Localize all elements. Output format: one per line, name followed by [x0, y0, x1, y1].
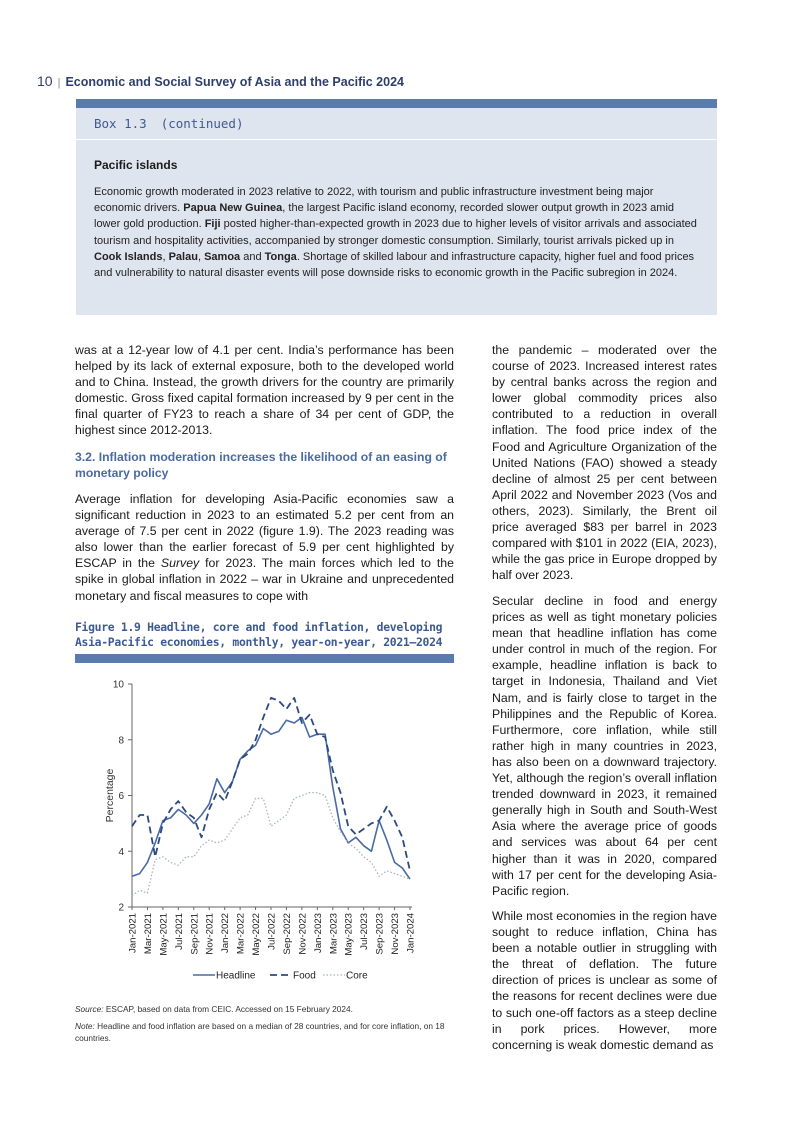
series-line-food — [132, 698, 410, 871]
x-tick-label: Jul-2023 — [359, 913, 371, 950]
x-tick-label: Jan-2024 — [405, 913, 417, 954]
box-country-name: Fiji — [204, 218, 221, 231]
x-tick-label: Jan-2022 — [220, 913, 232, 954]
box-text-run: , — [162, 250, 169, 263]
y-tick-label: 2 — [118, 902, 124, 914]
x-tick-label: Nov-2021 — [204, 913, 216, 955]
y-tick-label: 6 — [118, 791, 124, 802]
y-tick-label: 8 — [118, 735, 124, 747]
box-country-name: Papua New Guinea — [183, 202, 283, 215]
x-tick-label: Mar-2023 — [328, 913, 340, 955]
x-tick-label: May-2021 — [158, 913, 170, 956]
right-paragraph-3: While most economies in the region have sought to reduce inflation, China has been a notable outlier in struggling with the threat of deflation. The future direction of prices is unclear as some of the reasons for recent declines were due to such one-off factors as a steep decline in pork prices. However, more concerning is weak domestic demand as — [492, 909, 717, 1052]
note-text: Headline and food inflation are based on a median of 28 countries, and for core inflation, on 18 countries. — [75, 1021, 445, 1043]
y-tick-label: 4 — [118, 846, 124, 858]
p2-text-b: for 2023. The main forces which led to the spike in global inflation in 2022 – war in Ukraine and unprecedented monetary and fiscal measures to cope with — [75, 556, 454, 603]
x-tick-label: Sep-2022 — [281, 913, 293, 955]
page-number: 10 — [37, 73, 53, 89]
inflation-line-chart — [75, 670, 455, 1000]
box-country-name: Samoa — [204, 250, 241, 263]
series-line-core — [132, 793, 410, 896]
series-line-headline — [132, 717, 410, 879]
box-text-run: . Shortage of skilled labour and infrastructure capacity, higher fuel and food prices and vulnerability to natural disaster events will pose downside risks to economic growth in the Pacific subregion in 2024. — [94, 250, 695, 280]
box-subheading: Pacific islands — [94, 158, 178, 172]
y-tick-label: 10 — [112, 679, 124, 691]
box-title — [94, 116, 243, 131]
box-paragraph — [94, 184, 700, 281]
x-tick-label: Mar-2021 — [142, 913, 154, 955]
report-title: Economic and Social Survey of Asia and the Pacific 2024 — [65, 75, 404, 89]
x-tick-label: Mar-2022 — [235, 913, 247, 955]
box-country-name: Cook Islands — [94, 250, 163, 263]
x-tick-label: Nov-2023 — [390, 913, 402, 955]
box-top-bar — [76, 99, 717, 108]
x-tick-label: Jan-2023 — [312, 913, 324, 954]
box-text-run: , — [197, 250, 205, 263]
legend-label-headline: Headline — [216, 970, 256, 982]
x-tick-label: Sep-2021 — [189, 913, 201, 955]
x-tick-label: Sep-2023 — [374, 913, 386, 955]
legend-label-core: Core — [346, 970, 368, 982]
right-paragraph-2: Secular decline in food and energy prices as well as tight monetary policies mean that headline inflation has come under control in much of the region. For example, headline inflation is back to target in Indonesia, Thailand and Viet Nam, and is fairly close to target in the Philippines and the Republic of Korea. Furthermore, core inflation, while still rather high in many countries in 2023, has also been on a downward trajectory. Yet, although the region’s overall inflation trended downward in 2023, it remained generally high in South and South-West Asia where the average price of goods and services was about 64 per cent higher than it was in 2020, compared with 17 per cent for the developing Asia-Pacific region. — [492, 594, 717, 898]
x-tick-label: May-2023 — [343, 913, 355, 956]
x-tick-label: Jul-2021 — [173, 913, 185, 950]
source-label: Source: — [75, 1004, 104, 1014]
right-paragraph-1: the pandemic – moderated over the course of 2023. Increased interest rates by central banks across the region and lower global commodity prices also contributed to a reduction in overall inflation. The food price index of the Food and Agriculture Organization of the United Nations (FAO) showed a steady decline of almost 25 per cent between April 2022 and November 2023 (Vos and others, 2023). Similarly, the Brent oil price averaged $83 per barrel in 2023 compared with $101 in 2022 (EIA, 2023), while the gas price in Europe dropped by half over 2023. — [492, 343, 717, 583]
figure-source — [75, 1003, 455, 1015]
x-tick-label: Jul-2022 — [266, 913, 278, 950]
section-heading: 3.2. Inflation moderation increases the likelihood of an easing of monetary policy — [75, 450, 447, 480]
source-text: ESCAP, based on data from CEIC. Accessed on 15 February 2024. — [103, 1004, 353, 1014]
header-separator: | — [57, 77, 61, 89]
box-continued: (continued) — [160, 116, 244, 131]
box-divider — [76, 139, 717, 140]
x-tick-label: May-2022 — [251, 913, 263, 956]
box-text-run: and — [240, 250, 265, 263]
y-axis-label: Percentage — [104, 768, 116, 823]
box-text-run: posted higher-than-expected growth in 2023 due to higher levels of visitor arrivals and associated tourism and hospitality activities, accompanied by stronger domestic consumption. Similarly, tourist arrivals picked up in — [94, 218, 697, 247]
legend-label-food: Food — [293, 970, 316, 982]
box-1-3 — [76, 99, 717, 315]
figure-note — [75, 1020, 455, 1044]
box-country-name: Tonga — [264, 250, 297, 263]
p2-text-a: Average inflation for developing Asia-Pacific economies saw a significant reduction in 2023 to an estimated 5.2 per cent from an average of 7.5 per cent in 2022 (figure 1.9). The 2023 reading was also lower than the earlier forecast of 5.9 per cent highlighted by ESCAP in the — [75, 492, 454, 571]
figure-bar — [75, 654, 454, 663]
box-text-run: , the largest Pacific island economy, recorded slower output growth in 2023 amid lower gold production. — [94, 202, 675, 231]
left-paragraph-1: was at a 12-year low of 4.1 per cent. India’s performance has been helped by its lack of external exposure, both to the developed world and to China. Instead, the growth drivers for the country are primarily domestic. Gross fixed capital formation increased by 9 per cent in the final quarter of FY23 to reach a share of 34 per cent of GDP, the highest since 2012-2013. — [75, 343, 454, 438]
left-paragraph-2 — [75, 491, 454, 604]
p2-italic: Survey — [160, 556, 200, 571]
box-country-name: Palau — [168, 250, 198, 263]
x-tick-label: Jan-2021 — [127, 913, 139, 954]
box-label: Box 1.3 — [94, 116, 147, 131]
box-text-run: Economic growth moderated in 2023 relative to 2022, with tourism and public infrastructure investment being major economic drivers. — [94, 186, 654, 215]
figure-caption: Figure 1.9 Headline, core and food inflation, developing Asia-Pacific economies, monthly, year-on-year, 2021–2024 — [75, 620, 443, 649]
x-tick-label: Nov-2022 — [297, 913, 309, 955]
running-header — [37, 73, 404, 89]
note-label: Note: — [75, 1021, 95, 1031]
